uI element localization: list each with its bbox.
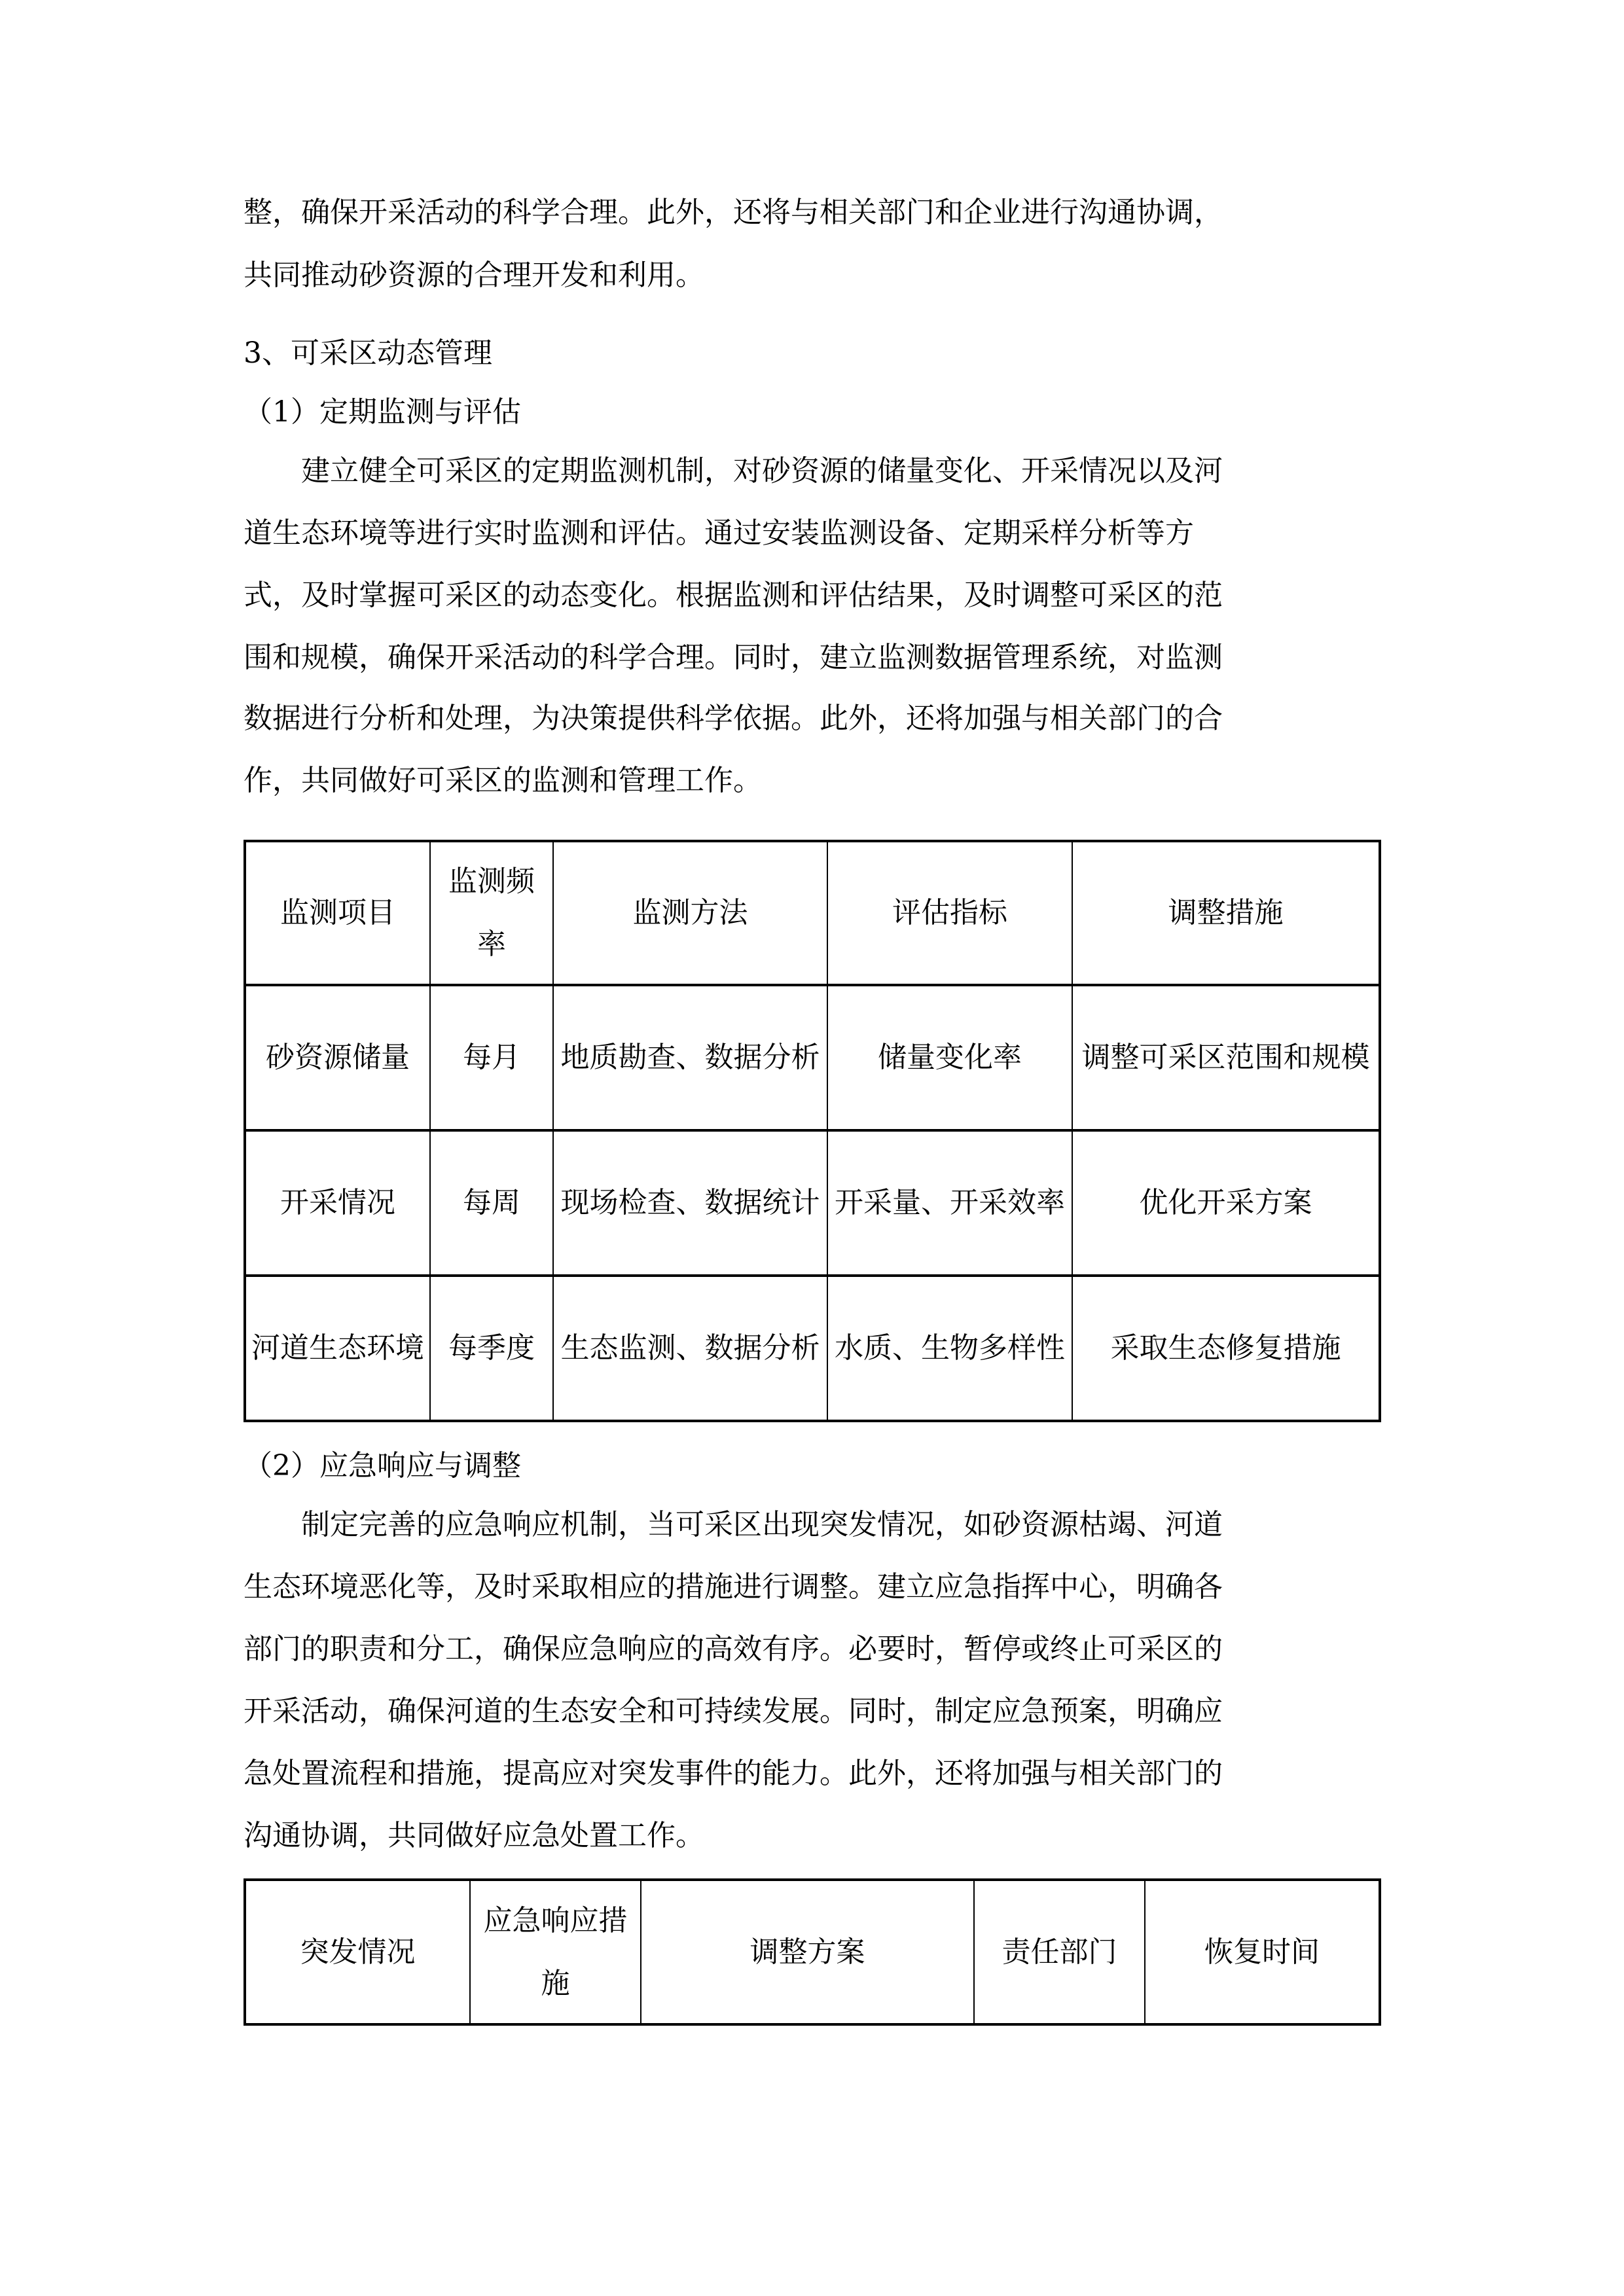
paragraph-line: 生态环境恶化等，及时采取相应的措施进行调整。建立应急指挥中心，明确各 [244,1570,1223,1604]
paragraph-line: 开采活动，确保河道的生态安全和可持续发展。同时，制定应急预案，明确应 [244,1695,1223,1728]
header-cell: 调整措施 [1072,841,1380,985]
table-cell: 河道生态环境 [245,1276,430,1421]
table-cell: 开采量、开采效率 [827,1130,1072,1276]
paragraph-line: 围和规模，确保开采活动的科学合理。同时，建立监测数据管理系统，对监测 [244,641,1223,674]
table-row [245,1130,1380,1276]
header-cell: 责任部门 [974,1880,1145,2024]
header-cell: 监测频率 [430,841,553,985]
emergency-table [244,1878,1381,2026]
header-cell: 调整方案 [641,1880,974,2024]
table-cell: 砂资源储量 [245,985,430,1130]
paragraph-line: 数据进行分析和处理，为决策提供科学依据。此外，还将加强与相关部门的合 [244,702,1223,735]
header-cell: 监测方法 [553,841,827,985]
paragraph-line: 作，共同做好可采区的监测和管理工作。 [244,764,762,797]
table-row [245,1276,1380,1421]
header-cell: 监测项目 [245,841,430,985]
table-cell: 调整可采区范围和规模 [1072,985,1380,1130]
table-cell: 地质勘查、数据分析 [553,985,827,1130]
header-cell: 评估指标 [827,841,1072,985]
subsection-heading: （1）定期监测与评估 [244,395,521,429]
table-cell: 开采情况 [245,1130,430,1276]
paragraph-line: 制定完善的应急响应机制，当可采区出现突发情况，如砂资源枯竭、河道 [301,1508,1223,1541]
table-cell: 采取生态修复措施 [1072,1276,1380,1421]
paragraph-line: 式，及时掌握可采区的动态变化。根据监测和评估结果，及时调整可采区的范 [244,579,1223,612]
paragraph-line: 建立健全可采区的定期监测机制，对砂资源的储量变化、开采情况以及河 [301,454,1223,488]
section-heading: 3、可采区动态管理 [244,336,492,370]
table-cell: 现场检查、数据统计 [553,1130,827,1276]
paragraph-line: 沟通协调，共同做好应急处置工作。 [244,1819,704,1852]
paragraph-line: 道生态环境等进行实时监测和评估。通过安装监测设备、定期采样分析等方 [244,516,1194,550]
monitoring-table [244,840,1381,1422]
table-cell: 每周 [430,1130,553,1276]
header-cell: 恢复时间 [1145,1880,1380,2024]
table-cell: 每季度 [430,1276,553,1421]
paragraph-line: 部门的职责和分工，确保应急响应的高效有序。必要时，暂停或终止可采区的 [244,1632,1223,1666]
table-header-row [245,1880,1380,2024]
table-cell: 水质、生物多样性 [827,1276,1072,1421]
header-cell: 突发情况 [245,1880,470,2024]
header-cell: 应急响应措施 [470,1880,641,2024]
table-cell: 优化开采方案 [1072,1130,1380,1276]
paragraph-line: 急处置流程和措施，提高应对突发事件的能力。此外，还将加强与相关部门的 [244,1757,1223,1790]
table-cell: 生态监测、数据分析 [553,1276,827,1421]
table-cell: 每月 [430,985,553,1130]
paragraph-line: 共同推动砂资源的合理开发和利用。 [244,259,704,292]
table-header-row [245,841,1380,985]
paragraph-line: 整，确保开采活动的科学合理。此外，还将与相关部门和企业进行沟通协调， [244,196,1223,229]
subsection-heading: （2）应急响应与调整 [244,1449,521,1482]
table-cell: 储量变化率 [827,985,1072,1130]
table-row [245,985,1380,1130]
